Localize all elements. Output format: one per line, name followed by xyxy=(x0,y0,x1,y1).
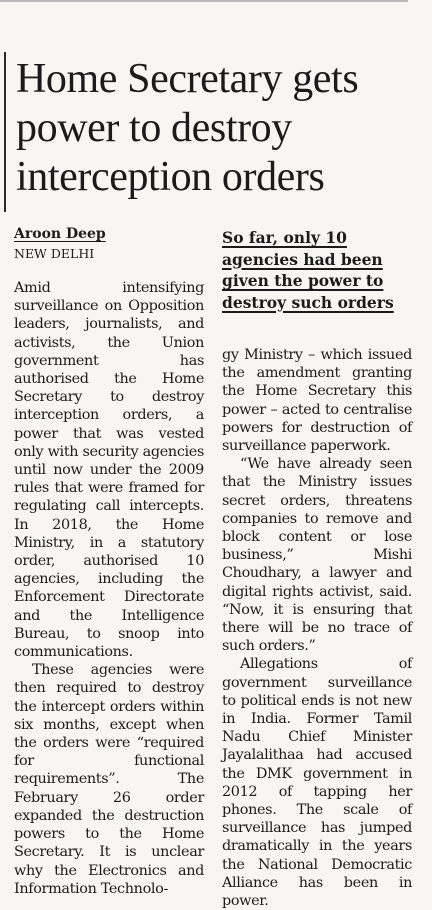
headline-line-3: interception orders xyxy=(16,154,325,200)
article-column-left xyxy=(14,279,204,898)
headline-line-1: Home Secretary gets xyxy=(16,56,359,102)
paragraph: “We have already seen that the Ministry issues secret orders, threatens companies to remove and block content or lose business,” Mishi Choudhary, a lawyer and digital rights activist, said. “Now, it is ensuring that there will be no trace of such orders.” xyxy=(222,456,412,655)
byline xyxy=(14,225,204,263)
pull-quote-text: So far, only 10 agencies had been given the power to destroy such orders xyxy=(222,228,394,312)
headline-line-2: power to destroy xyxy=(16,105,292,151)
paragraph: gy Ministry – which issued the amendment granting the Home Secretary this power – acted to centralise powers for destruction of surveillance paperwork. xyxy=(222,347,412,455)
paragraph: Allegations of government surveillance to political ends is not new in India. Former Tamil Nadu Chief Minister Jayalalithaa had accused the DMK government in 2012 of tapping her phones. The scale of surveillance has jumped dramatically in the years the National Democratic Alliance has been in power. xyxy=(222,656,412,910)
top-divider xyxy=(0,0,408,2)
paragraph: Amid intensifying surveillance on Opposition leaders, journalists, and activists, the Union government has authorised the Home Secretary to destroy interception orders, a power that was vested only with security agencies until now under the 2009 rules that were framed for regulating call intercepts. In 2018, the Home Ministry, in a statutory order, authorised 10 agencies, including the Enforcement Directorate and the Intelligence Bureau, to snoop into communications. xyxy=(14,280,204,661)
paragraph: These agencies were then required to destroy the intercept orders within six months, except when the orders were “required for functional requirements”. The February 26 order expanded the destruction powers to the Home Secretary. It is unclear why the Electronics and Information Technolo- xyxy=(14,662,204,897)
article-column-right xyxy=(222,346,412,910)
pull-quote xyxy=(222,227,412,313)
headline-rule xyxy=(4,52,6,212)
author-name: Aroon Deep xyxy=(14,226,106,242)
article-headline xyxy=(16,55,416,202)
dateline: NEW DELHI xyxy=(14,246,95,261)
